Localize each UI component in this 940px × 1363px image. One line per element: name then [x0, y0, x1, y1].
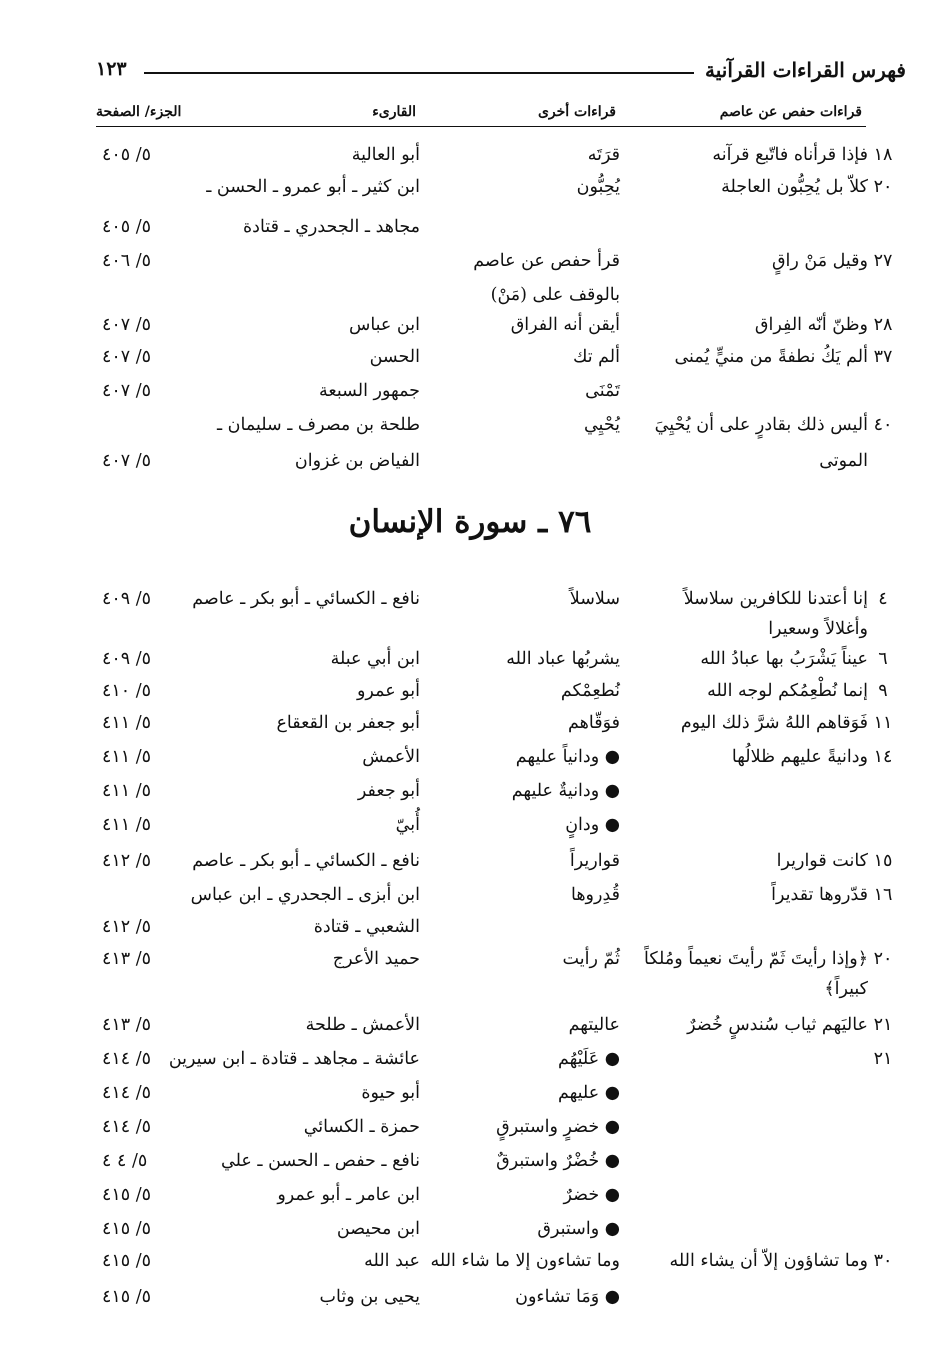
hafs-reading: ودانيةً عليهم ظلالُها	[731, 747, 868, 767]
verse-number: ٤	[878, 589, 888, 609]
reader-name: أُبيّ	[395, 815, 420, 835]
other-reading: سلاسلاً	[569, 589, 620, 609]
reader-name: ابن أبي عبلة	[330, 649, 420, 669]
table-row	[0, 410, 940, 442]
reader-name: يحيى بن وثاب	[319, 1287, 420, 1307]
verse-number: ٣٠	[873, 1251, 893, 1271]
column-header-reader: القارىء	[372, 104, 416, 120]
reader-name: نافع ـ حفص ـ الحسن ـ علي	[221, 1151, 420, 1171]
table-row	[0, 846, 940, 878]
volume-page: ٥/ ٤٠٥	[102, 217, 152, 237]
other-reading: قُدِروها	[570, 885, 620, 905]
other-reading: يُحْيِي	[583, 415, 620, 435]
column-header-hafs: قراءات حفص عن عاصم	[719, 104, 862, 120]
volume-page: ٥/ ٤٠٥	[102, 145, 152, 165]
reader-name: الفياض بن غزوان	[294, 451, 420, 471]
table-row	[0, 1010, 940, 1042]
reader-name: الحسن	[369, 347, 420, 367]
volume-page: ٥/ ٤١٢	[102, 917, 152, 937]
other-reading: عاليتهم	[568, 1015, 620, 1035]
table-row	[0, 708, 940, 740]
volume-page: ٥/ ٤١٤	[102, 1083, 152, 1103]
volume-page: ٥/ ٤٠٧	[102, 315, 152, 335]
reader-name: أبو جعفر	[357, 781, 420, 801]
hafs-reading: الموتى	[819, 451, 868, 471]
reader-name: عبد الله	[364, 1251, 420, 1271]
table-row	[0, 1044, 940, 1076]
table-row	[0, 1146, 940, 1178]
table-row	[0, 1180, 940, 1212]
reader-name: ابن عامر ـ أبو عمرو	[277, 1185, 420, 1205]
reader-name: أبو حيوة	[361, 1083, 420, 1103]
hafs-reading: وقيل مَنْ راقٍ	[771, 251, 868, 271]
volume-page: ٥/ ٤١١	[102, 747, 152, 767]
other-reading: يشربُها عباد الله	[506, 649, 620, 669]
other-reading: ● خُضْرٌ واستبرقٌ	[496, 1151, 620, 1171]
volume-page: ٥/ ٤١٥	[102, 1287, 152, 1307]
column-headers	[96, 100, 866, 127]
volume-page: ٥/ ٤١١	[102, 815, 152, 835]
reader-name: جمهور السبعة	[319, 381, 420, 401]
table-row	[0, 342, 940, 374]
reader-name: نافع ـ الكسائي ـ أبو بكر ـ عاصم	[192, 589, 420, 609]
reader-name: أبو عمرو	[356, 681, 420, 701]
other-reading: بالوقف على (مَنْ)	[490, 285, 620, 305]
hafs-reading: فإذا قرأناه فاتّبع قرآنه	[712, 145, 868, 165]
table-row	[0, 742, 940, 774]
hafs-reading: وما تشاؤون إلاّ أن يشاء الله	[669, 1251, 868, 1271]
hafs-reading: قدّروها تقديراً	[771, 885, 868, 905]
table-row	[0, 1078, 940, 1110]
verse-number: ٢١	[873, 1015, 893, 1035]
table-row	[0, 776, 940, 808]
verse-number: ٢١	[873, 1049, 893, 1069]
hafs-reading: ﴿وإذا رأيتَ ثَمّ رأيتَ نعيماً ومُلكاً	[644, 949, 868, 969]
hafs-reading: ألم يَكُ نطفةً من منيٍّ يُمنى	[674, 347, 868, 367]
other-reading: أيقن أنه الفراق	[510, 315, 620, 335]
volume-page: ٥/ ٤١٠	[102, 681, 152, 701]
table-row	[0, 584, 940, 616]
hafs-reading: عاليَهم ثياب سُندسٍ خُضرٌ	[687, 1015, 868, 1035]
other-reading: ● واستبرق	[537, 1219, 620, 1239]
reader-name: حمزة ـ الكسائي	[303, 1117, 420, 1137]
table-row	[0, 880, 940, 912]
verse-number: ٢٨	[873, 315, 893, 335]
hafs-reading: وأغلالاً وسعيرا	[768, 619, 868, 639]
other-reading: ● وَمَا تشاءون	[515, 1287, 620, 1307]
volume-page: ٥/ ٤٠٦	[102, 251, 152, 271]
other-reading: يُحِبُّون	[576, 177, 620, 197]
verse-number: ٤٠	[873, 415, 893, 435]
reader-name: الشعبي ـ قتادة	[313, 917, 420, 937]
hafs-reading: عيناً يَشْرَبُ بها عبادُ الله	[700, 649, 868, 669]
table-row	[0, 1214, 940, 1246]
table-row	[0, 1246, 940, 1278]
table-row	[0, 212, 940, 244]
verse-number: ٣٧	[873, 347, 893, 367]
table-row	[0, 676, 940, 708]
table-row	[0, 310, 940, 342]
page-number: ١٢٣	[96, 58, 127, 80]
volume-page: ٥/ ٤١١	[102, 781, 152, 801]
reader-name: الأعمش ـ طلحة	[305, 1015, 420, 1035]
header-rule	[144, 72, 694, 74]
table-row	[0, 140, 940, 172]
verse-number: ١٨	[873, 145, 893, 165]
volume-page: ٥/ ٤٠٩	[102, 589, 152, 609]
reader-name: نافع ـ الكسائي ـ أبو بكر ـ عاصم	[192, 851, 420, 871]
table-row	[0, 912, 940, 944]
table-row	[0, 614, 940, 646]
table-row	[0, 376, 940, 408]
table-row	[0, 1282, 940, 1314]
other-reading: ● خضرٌ	[563, 1185, 620, 1205]
table-row	[0, 810, 940, 842]
verse-number: ١٥	[873, 851, 893, 871]
other-reading: تَمْنَى	[585, 381, 620, 401]
table-row	[0, 172, 940, 204]
other-reading: وما تشاءون إلا ما شاء الله	[430, 1251, 620, 1271]
verse-number: ٢٠	[873, 177, 893, 197]
running-header	[96, 58, 906, 88]
hafs-reading: وظنّ أنّه الفِراق	[754, 315, 868, 335]
volume-page: ٥/ ٤١٥	[102, 1185, 152, 1205]
table-row	[0, 944, 940, 976]
column-header-other-readings: قراءات أخرى	[537, 104, 616, 120]
reader-name: ابن كثير ـ أبو عمرو ـ الحسن ـ	[206, 177, 420, 197]
other-reading: قرَتَه	[587, 145, 620, 165]
volume-page: ٥/ ٤١٣	[102, 949, 152, 969]
hafs-reading: كانت قواريرا	[776, 851, 868, 871]
reader-name: عائشة ـ مجاهد ـ قتادة ـ ابن سيرين	[168, 1049, 420, 1069]
reader-name: ابن محيصن	[336, 1219, 420, 1239]
verse-number: ١٤	[873, 747, 893, 767]
volume-page: ٥/ ٤١٣	[102, 1015, 152, 1035]
volume-page: ٥/ ٤٠٧	[102, 451, 152, 471]
verse-number: ١٦	[873, 885, 893, 905]
volume-page: ٥/ ٤٠٧	[102, 347, 152, 367]
volume-page: ٥/ ٤ ٤	[102, 1151, 148, 1171]
column-header-page: الجزء/ الصفحة	[96, 104, 182, 120]
other-reading: ألم تك	[572, 347, 620, 367]
hafs-reading: إنا أعتدنا للكافرين سلاسلاً	[683, 589, 868, 609]
surah-heading: ٧٦ ـ سورة الإنسان	[348, 504, 592, 540]
reader-name: طلحة بن مصرف ـ سليمان ـ	[216, 415, 420, 435]
other-reading: ● ودانيةٌ عليهم	[511, 781, 620, 801]
reader-name: مجاهد ـ الجحدري ـ قتادة	[243, 217, 420, 237]
hafs-reading: كبيراً﴾	[824, 979, 868, 999]
verse-number: ٢٧	[873, 251, 893, 271]
table-row	[0, 644, 940, 676]
other-reading: نُطعِمْكم	[560, 681, 620, 701]
other-reading: ثُمّ رأيت	[562, 949, 620, 969]
volume-page: ٥/ ٤٠٧	[102, 381, 152, 401]
hafs-reading: إنما نُطْعِمُكم لوجه الله	[707, 681, 868, 701]
reader-name: حميد الأعرج	[332, 949, 420, 969]
verse-number: ٢٠	[873, 949, 893, 969]
other-reading: قواريراً	[569, 851, 620, 871]
volume-page: ٥/ ٤٠٩	[102, 649, 152, 669]
volume-page: ٥/ ٤١٤	[102, 1049, 152, 1069]
volume-page: ٥/ ٤١٢	[102, 851, 152, 871]
verse-number: ٦	[878, 649, 888, 669]
volume-page: ٥/ ٤١٤	[102, 1117, 152, 1137]
other-reading: ● ودانياً عليهم	[515, 747, 620, 767]
verse-number: ١١	[873, 713, 893, 733]
verse-number: ٩	[878, 681, 888, 701]
table-row	[0, 974, 940, 1006]
hafs-reading: كلاّ بل يُحِبُّون العاجلة	[721, 177, 868, 197]
reader-name: أبو العالية	[351, 145, 420, 165]
other-reading: قرأ حفص عن عاصم	[473, 251, 620, 271]
volume-page: ٥/ ٤١٥	[102, 1251, 152, 1271]
reader-name: الأعمش	[362, 747, 420, 767]
reader-name: أبو جعفر بن القعقاع	[276, 713, 420, 733]
table-row	[0, 446, 940, 478]
other-reading: ● ودانٍ	[565, 815, 620, 835]
reader-name: ابن عباس	[348, 315, 420, 335]
running-title: فهرس القراءات القرآنية	[705, 58, 906, 82]
other-reading: ● عَلَيْهُم	[557, 1049, 620, 1069]
volume-page: ٥/ ٤١١	[102, 713, 152, 733]
other-reading: ● خضرٍ واستبرقٍ	[496, 1117, 620, 1137]
table-row	[0, 246, 940, 278]
table-row	[0, 1112, 940, 1144]
other-reading: فوَقّاهم	[568, 713, 620, 733]
reader-name: ابن أبزى ـ الجحدري ـ ابن عباس	[190, 885, 420, 905]
volume-page: ٥/ ٤١٥	[102, 1219, 152, 1239]
table-row	[0, 280, 940, 312]
other-reading: ● عليهم	[557, 1083, 620, 1103]
hafs-reading: فَوَقاهم اللهُ شرَّ ذلك اليوم	[680, 713, 868, 733]
hafs-reading: أليس ذلك بقادرٍ على أن يُحْيِيَ	[654, 415, 868, 435]
